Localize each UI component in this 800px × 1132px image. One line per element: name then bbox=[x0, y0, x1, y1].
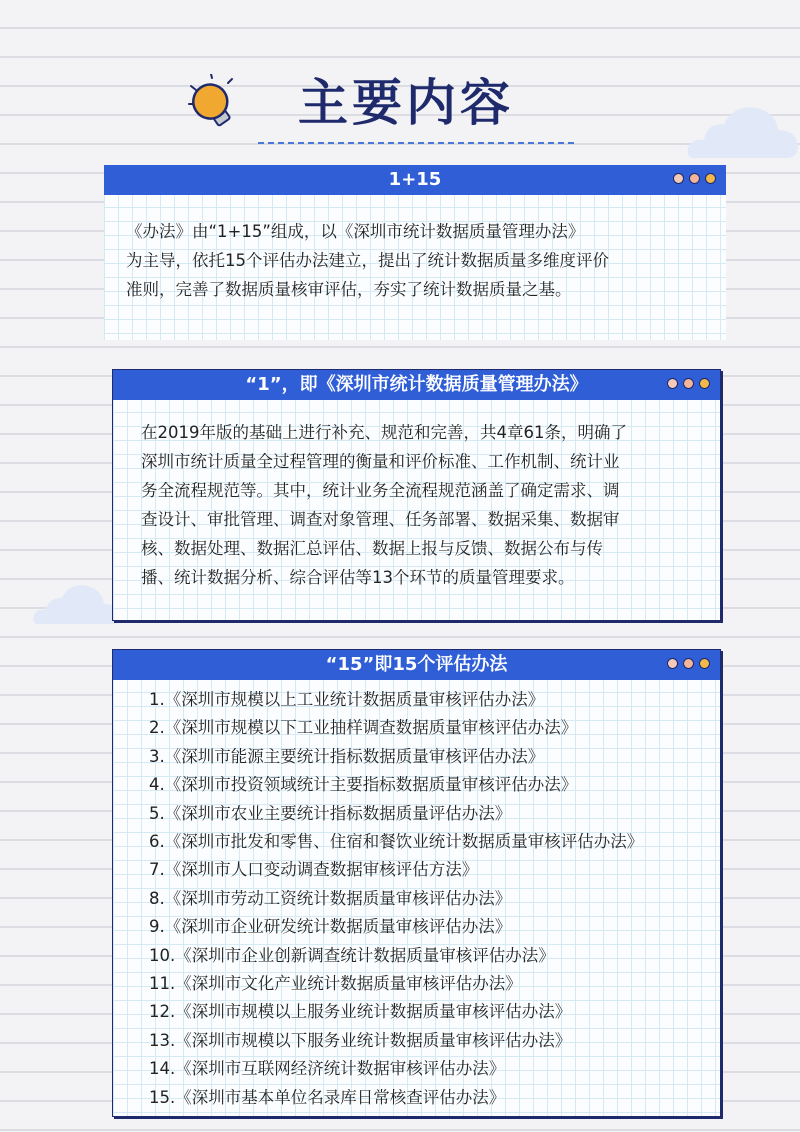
window-dots bbox=[667, 658, 710, 669]
list-item: 8.《深圳市劳动工资统计数据质量审核评估办法》 bbox=[149, 888, 512, 908]
dot-icon bbox=[673, 173, 684, 184]
list-item: 2.《深圳市规模以下工业抽样调查数据质量审核评估办法》 bbox=[149, 718, 578, 738]
section-3-panel bbox=[112, 649, 721, 1117]
list-item: 14.《深圳市互联网经济统计数据审核评估办法》 bbox=[149, 1059, 506, 1079]
section-1-panel bbox=[104, 165, 726, 340]
window-dots bbox=[667, 378, 710, 389]
text-line: 为主导，依托15个评估办法建立，提出了统计数据质量多维度评价 bbox=[126, 251, 609, 270]
list-item: 1.《深圳市规模以上工业统计数据质量审核评估办法》 bbox=[149, 690, 545, 709]
text-line: 在2019年版的基础上进行补充、规范和完善，共4章61条，明确了 bbox=[141, 423, 627, 442]
title-underline bbox=[258, 142, 574, 144]
text-line: 《办法》由“1+15”组成，以《深圳市统计数据质量管理办法》 bbox=[126, 222, 585, 241]
list-item: 5.《深圳市农业主要统计指标数据质量评估办法》 bbox=[149, 803, 512, 823]
dot-icon bbox=[667, 658, 678, 669]
evaluation-methods-list bbox=[149, 686, 643, 1112]
list-item: 13.《深圳市规模以下服务业统计数据质量审核评估办法》 bbox=[149, 1030, 572, 1050]
dot-icon bbox=[689, 173, 700, 184]
title-area bbox=[0, 60, 800, 150]
section-2-text bbox=[141, 418, 627, 592]
text-line: 务全流程规范等。其中，统计业务全流程规范涵盖了确定需求、调 bbox=[141, 481, 620, 500]
cloud-left bbox=[32, 578, 124, 628]
dot-icon bbox=[705, 173, 716, 184]
list-item: 3.《深圳市能源主要统计指标数据质量审核评估办法》 bbox=[149, 746, 545, 766]
dot-icon bbox=[667, 378, 678, 389]
list-item: 10.《深圳市企业创新调查统计数据质量审核评估办法》 bbox=[149, 945, 555, 965]
list-item: 11.《深圳市文化产业统计数据质量审核评估办法》 bbox=[149, 974, 522, 994]
section-1-header bbox=[104, 165, 726, 195]
text-line: 核、数据处理、数据汇总评估、数据上报与反馈、数据公布与传 bbox=[141, 539, 603, 558]
lightbulb-icon bbox=[188, 74, 248, 134]
text-line: 查设计、审批管理、调查对象管理、任务部署、数据采集、数据审 bbox=[141, 510, 620, 529]
section-1-title: 1+15 bbox=[388, 169, 442, 190]
section-2-header bbox=[113, 370, 720, 400]
list-item: 15.《深圳市基本单位名录库日常核查评估办法》 bbox=[149, 1087, 506, 1107]
window-dots bbox=[673, 173, 716, 184]
dot-icon bbox=[699, 658, 710, 669]
section-2-panel bbox=[112, 369, 721, 621]
text-line: 播、统计数据分析、综合评估等13个环节的质量管理要求。 bbox=[141, 568, 575, 587]
page-title: 主要内容 bbox=[298, 74, 514, 132]
list-item: 9.《深圳市企业研发统计数据质量审核评估办法》 bbox=[149, 917, 512, 937]
section-3-title: “15”即15个评估办法 bbox=[325, 654, 508, 675]
text-line: 深圳市统计质量全过程管理的衡量和评价标准、工作机制、统计业 bbox=[141, 452, 620, 471]
dot-icon bbox=[683, 658, 694, 669]
section-1-text bbox=[126, 217, 609, 304]
text-line: 准则，完善了数据质量核审评估，夯实了统计数据质量之基。 bbox=[126, 280, 572, 299]
list-item: 6.《深圳市批发和零售、住宿和餐饮业统计数据质量审核评估办法》 bbox=[149, 832, 644, 852]
dot-icon bbox=[699, 378, 710, 389]
list-item: 4.《深圳市投资领域统计主要指标数据质量审核评估办法》 bbox=[149, 775, 578, 795]
list-item: 12.《深圳市规模以上服务业统计数据质量审核评估办法》 bbox=[149, 1002, 572, 1022]
dot-icon bbox=[683, 378, 694, 389]
section-2-title: “1”，即《深圳市统计数据质量管理办法》 bbox=[245, 374, 588, 395]
list-item: 7.《深圳市人口变动调查数据审核评估方法》 bbox=[149, 860, 479, 880]
section-3-header bbox=[113, 650, 720, 680]
